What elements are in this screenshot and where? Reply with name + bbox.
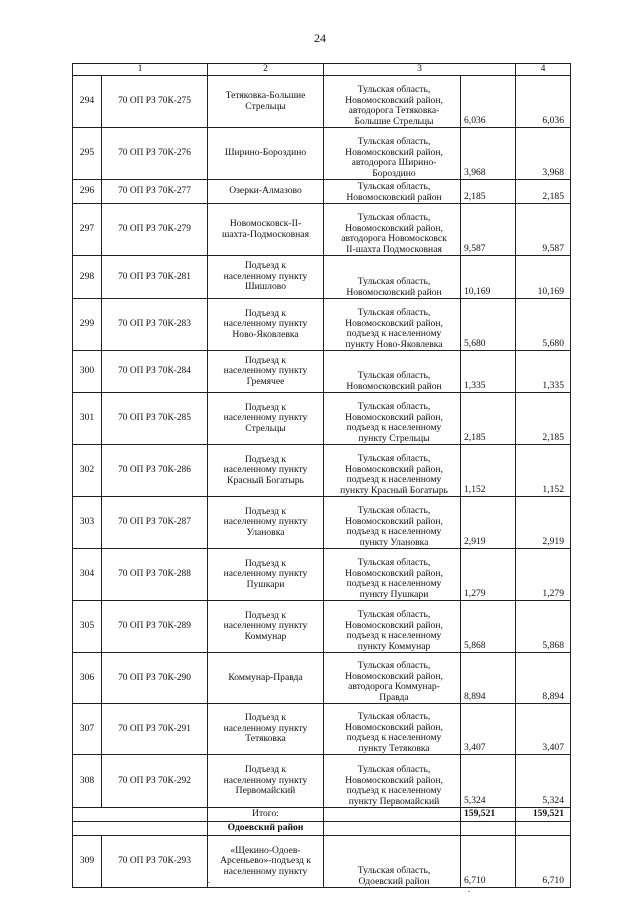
table-row [73, 755, 571, 808]
road-location-line: Новомосковский район, [345, 619, 443, 631]
road-location [324, 180, 461, 204]
road-location-line: Новомосковский район, [345, 146, 443, 158]
road-location [324, 601, 461, 653]
road-location-line: Новомосковский район, [345, 567, 443, 579]
road-name [208, 204, 324, 256]
column-header-1: 1 [73, 64, 208, 76]
road-location-line: Тульская область, [357, 136, 431, 148]
road-location-line: пункту Стрельцы [358, 432, 430, 444]
road-location-line: Тульская область, [357, 557, 431, 569]
column-header-2: 2 [208, 64, 324, 76]
row-number: 308 [73, 755, 102, 808]
row-number: 301 [73, 393, 102, 445]
road-name-line: населенному пункту [223, 722, 308, 734]
road-location-line: Тульская область, [357, 453, 431, 465]
road-name-line: Ново-Яковлевка [232, 328, 299, 340]
road-location-line: Новомосковский район [346, 191, 442, 203]
road-location-line: Новомосковский район, [345, 411, 443, 423]
section-title: Одоевский район [208, 822, 324, 836]
road-length-total: 1,152 [516, 445, 571, 497]
road-name [208, 836, 324, 888]
road-name [208, 299, 324, 351]
road-name [208, 601, 324, 653]
road-length-total: 5,324 [516, 755, 571, 808]
row-number: 297 [73, 204, 102, 256]
road-id: 70 ОП РЗ 70К-292 [102, 755, 208, 808]
table-row [73, 653, 571, 704]
road-location-line: подъезд к населенному [346, 578, 442, 590]
road-name-line: населенному пункту [223, 620, 308, 632]
road-location-line: Тульская область, [357, 84, 431, 96]
road-location-line: Тульская область, [357, 865, 431, 877]
road-location [324, 256, 461, 299]
road-id: 70 ОП РЗ 70К-291 [102, 704, 208, 755]
road-name-line: Коммунар [244, 630, 287, 642]
road-location-line: пункту Пушкари [359, 588, 429, 600]
road-id: 70 ОП РЗ 70К-285 [102, 393, 208, 445]
row-number: 307 [73, 704, 102, 755]
road-location-line: подъезд к населенному [346, 785, 442, 797]
road-name-line: Подъезд к [244, 401, 287, 413]
row-number: 300 [73, 351, 102, 393]
road-name-line: Подъезд к [244, 505, 287, 517]
road-location-line: Новомосковский район, [345, 94, 443, 106]
road-location-line: Тульская область, [357, 307, 431, 319]
road-length-total: 9,587 [516, 204, 571, 256]
road-location-line: подъезд к населенному [346, 526, 442, 538]
road-location-line: Новомосковский район [346, 286, 442, 298]
road-name-line: Шишлово [244, 281, 287, 293]
road-length: 10,169 [461, 256, 516, 299]
road-length: 1,279 [461, 549, 516, 601]
road-name-line: населенному пункту [223, 464, 308, 476]
table-row [73, 836, 571, 888]
subtotal-length: 159,521 [461, 808, 516, 822]
road-location-line: Новомосковский район, [345, 670, 443, 682]
road-name-line: Подъезд к [244, 557, 287, 569]
road-location-line: пункту Красный Богатырь [340, 484, 448, 496]
road-length-total: 2,919 [516, 497, 571, 549]
page-number: 24 [314, 31, 326, 45]
road-location [324, 204, 461, 256]
road-name-line: Подъезд к [244, 453, 287, 465]
road-location-line: Правда [379, 691, 409, 703]
road-location [324, 393, 461, 445]
road-location [324, 351, 461, 393]
row-number: 304 [73, 549, 102, 601]
road-name-line: Красный Богатырь [227, 474, 304, 486]
road-location-line: подъезд к населенному [346, 732, 442, 744]
road-name [208, 351, 324, 393]
road-location-line: подъезд к населенному [346, 328, 442, 340]
road-length: 8,894 [461, 653, 516, 704]
road-name [208, 76, 324, 128]
table-row [73, 351, 571, 393]
road-id: 70 ОП РЗ 70К-279 [102, 204, 208, 256]
road-id: 70 ОП РЗ 70К-287 [102, 497, 208, 549]
road-length-total: 6,036 [516, 76, 571, 128]
road-name-line: Подъезд к [244, 307, 287, 319]
road-id: 70 ОП РЗ 70К-276 [102, 128, 208, 180]
road-location-line: пункту Тетяковка [358, 742, 430, 754]
road-length-total: 2,185 [516, 393, 571, 445]
road-location-line: подъезд к населенному [346, 422, 442, 434]
road-location-line: Новомосковский район, [345, 463, 443, 475]
road-length: 1,335 [461, 351, 516, 393]
road-location-line: Тульская область, [357, 505, 431, 517]
subtotal-row [73, 808, 571, 822]
road-id: 70 ОП РЗ 70К-290 [102, 653, 208, 704]
table-row [73, 128, 571, 180]
road-name-line: Коммунар-Правда [228, 671, 303, 683]
road-location-line: Тульская область, [357, 276, 431, 288]
road-id: 70 ОП РЗ 70К-284 [102, 351, 208, 393]
road-location-line: Новомосковский район, [345, 515, 443, 527]
road-location-line: Новомосковский район, [345, 317, 443, 329]
road-length-total: 3,968 [516, 128, 571, 180]
road-name-line: Пушкари [246, 578, 285, 590]
row-number: 299 [73, 299, 102, 351]
road-length: 2,185 [461, 393, 516, 445]
section-row [73, 822, 571, 836]
road-name-line: населенному пункту [223, 568, 308, 580]
road-location [324, 836, 461, 888]
road-location-line: II-шахта Подмосковная [346, 243, 442, 255]
row-number: 309 [73, 836, 102, 888]
road-id: 70 ОП РЗ 70К-289 [102, 601, 208, 653]
road-name-line: населенному пункту [223, 412, 308, 424]
road-length: 9,587 [461, 204, 516, 256]
road-length-total: 3,407 [516, 704, 571, 755]
road-length-total: 1,335 [516, 351, 571, 393]
road-location-line: пункту Первомайский [348, 795, 440, 807]
table-row [73, 256, 571, 299]
table-row [73, 704, 571, 755]
road-name-line: Арсеньево»-подъезд к [220, 855, 311, 867]
road-length: 3,968 [461, 128, 516, 180]
road-name-line: Улановка [246, 526, 285, 538]
empty-cell [516, 822, 571, 836]
road-location-line: Новомосковский район, [345, 774, 443, 786]
road-name-line: Ширино-Бороздино [224, 147, 307, 159]
road-length-total: 10,169 [516, 256, 571, 299]
road-location [324, 704, 461, 755]
road-location [324, 653, 461, 704]
road-length-total: 5,868 [516, 601, 571, 653]
road-id: 70 ОП РЗ 70К-275 [102, 76, 208, 128]
empty-cell [324, 822, 461, 836]
subtotal-length-total: 159,521 [516, 808, 571, 822]
table-row [73, 549, 571, 601]
road-location-line: автодорога Тетяковка- [348, 105, 440, 117]
road-length-total: 2,185 [516, 180, 571, 204]
road-location [324, 76, 461, 128]
row-number: 298 [73, 256, 102, 299]
subtotal-label: Итого: [208, 808, 324, 822]
road-name-line: населенному пункту [223, 365, 308, 377]
road-location-line: Тульская область, [357, 212, 431, 224]
road-location-line: подъезд к населенному [346, 474, 442, 486]
road-location-line: Бороздино [372, 167, 416, 179]
row-number: 294 [73, 76, 102, 128]
road-location-line: Тульская область, [357, 764, 431, 776]
road-name-line: Подъезд к [244, 609, 287, 621]
road-name-line: населенному пункту [223, 318, 308, 330]
road-location-line: автодорога Коммунар- [348, 681, 440, 693]
road-name-line: Озерки-Алмазово [229, 185, 302, 197]
road-name-line: Новомосковск-II- [229, 218, 302, 230]
table-row [73, 445, 571, 497]
road-name-line: Первомайский [235, 785, 296, 797]
road-location-line: Тульская область, [357, 609, 431, 621]
column-header-4: 4 [516, 64, 571, 76]
road-name-line: Стрельцы [245, 422, 286, 434]
road-name-line: населенному пункту [223, 865, 308, 877]
road-location-line: пункту Коммунар [357, 640, 431, 652]
road-name [208, 256, 324, 299]
road-name [208, 755, 324, 808]
road-name-line: шахта-Подмосковная [222, 228, 309, 240]
road-id: 70 ОП РЗ 70К-286 [102, 445, 208, 497]
road-id: 70 ОП РЗ 70К-293 [102, 836, 208, 888]
road-length: 3,407 [461, 704, 516, 755]
road-location-line: пункту Улановка [359, 536, 429, 548]
road-length-total: 8,894 [516, 653, 571, 704]
road-name [208, 393, 324, 445]
road-id: 70 ОП РЗ 70К-283 [102, 299, 208, 351]
road-name [208, 549, 324, 601]
roads-table [72, 63, 571, 888]
road-length-total: 1,279 [516, 549, 571, 601]
road-length: 6,710 [461, 836, 516, 888]
empty-cell [73, 808, 208, 822]
road-name [208, 704, 324, 755]
road-location-line: автодорога Новомосковск [341, 233, 447, 245]
road-length: 5,324 [461, 755, 516, 808]
road-name-line: Стрельцы [245, 100, 286, 112]
road-name-line: населенному пункту [223, 516, 308, 528]
road-location-line: Тульская область, [357, 401, 431, 413]
road-name [208, 497, 324, 549]
road-id: 70 ОП РЗ 70К-288 [102, 549, 208, 601]
column-number-header [73, 64, 571, 76]
road-location-line: Новомосковский район, [345, 222, 443, 234]
road-id: 70 ОП РЗ 70К-277 [102, 180, 208, 204]
road-name-line: «Щекино-Одоев- [230, 844, 301, 856]
road-location-line: Тульская область, [357, 181, 431, 193]
road-location [324, 549, 461, 601]
table-row [73, 601, 571, 653]
road-name [208, 180, 324, 204]
road-location-line: пункту Ново-Яковлевка [345, 338, 443, 350]
road-name [208, 653, 324, 704]
road-location-line: Тульская область, [357, 660, 431, 672]
road-location-line: Новомосковский район, [345, 721, 443, 733]
table-row [73, 76, 571, 128]
table-row [73, 393, 571, 445]
road-name-line: Подъезд к [244, 260, 287, 272]
row-number: 305 [73, 601, 102, 653]
road-location [324, 128, 461, 180]
road-length: 5,680 [461, 299, 516, 351]
road-length: 2,185 [461, 180, 516, 204]
empty-cell [461, 822, 516, 836]
road-name-line: Подъезд к [244, 764, 287, 776]
table-row [73, 299, 571, 351]
scan-speck [468, 891, 470, 892]
road-location-line: Новомосковский район [346, 380, 442, 392]
road-length: 1,152 [461, 445, 516, 497]
column-header-3: 3 [324, 64, 516, 76]
road-location-line: Тульская область, [357, 711, 431, 723]
road-name [208, 128, 324, 180]
row-number: 303 [73, 497, 102, 549]
road-name-line: Тетяковка [245, 733, 286, 745]
road-name-line: Подъезд к [244, 354, 287, 366]
road-location [324, 497, 461, 549]
empty-cell [324, 808, 461, 822]
road-name-line: Тетяковка-Большие [225, 90, 306, 102]
road-length: 2,919 [461, 497, 516, 549]
road-length: 5,868 [461, 601, 516, 653]
table-row [73, 497, 571, 549]
road-name-line: Подъезд к [244, 712, 287, 724]
table-row [73, 180, 571, 204]
road-length-total: 5,680 [516, 299, 571, 351]
row-number: 295 [73, 128, 102, 180]
road-location [324, 299, 461, 351]
row-number: 302 [73, 445, 102, 497]
road-location-line: Большие Стрельцы [354, 115, 434, 127]
road-name [208, 445, 324, 497]
road-name-line: населенному пункту [223, 774, 308, 786]
road-name-line: Гремячее [246, 375, 285, 387]
table-row [73, 204, 571, 256]
road-location [324, 755, 461, 808]
empty-cell [73, 822, 208, 836]
road-id: 70 ОП РЗ 70К-281 [102, 256, 208, 299]
road-location-line: Тульская область, [357, 370, 431, 382]
road-location [324, 445, 461, 497]
row-number: 296 [73, 180, 102, 204]
road-name-line: населенному пункту [223, 270, 308, 282]
row-number: 306 [73, 653, 102, 704]
road-location-line: подъезд к населенному [346, 630, 442, 642]
road-length-total: 6,710 [516, 836, 571, 888]
road-location-line: Одоевский район [358, 875, 430, 887]
road-length: 6,036 [461, 76, 516, 128]
road-location-line: автодорога Ширино- [351, 157, 437, 169]
scan-speck [208, 882, 210, 883]
